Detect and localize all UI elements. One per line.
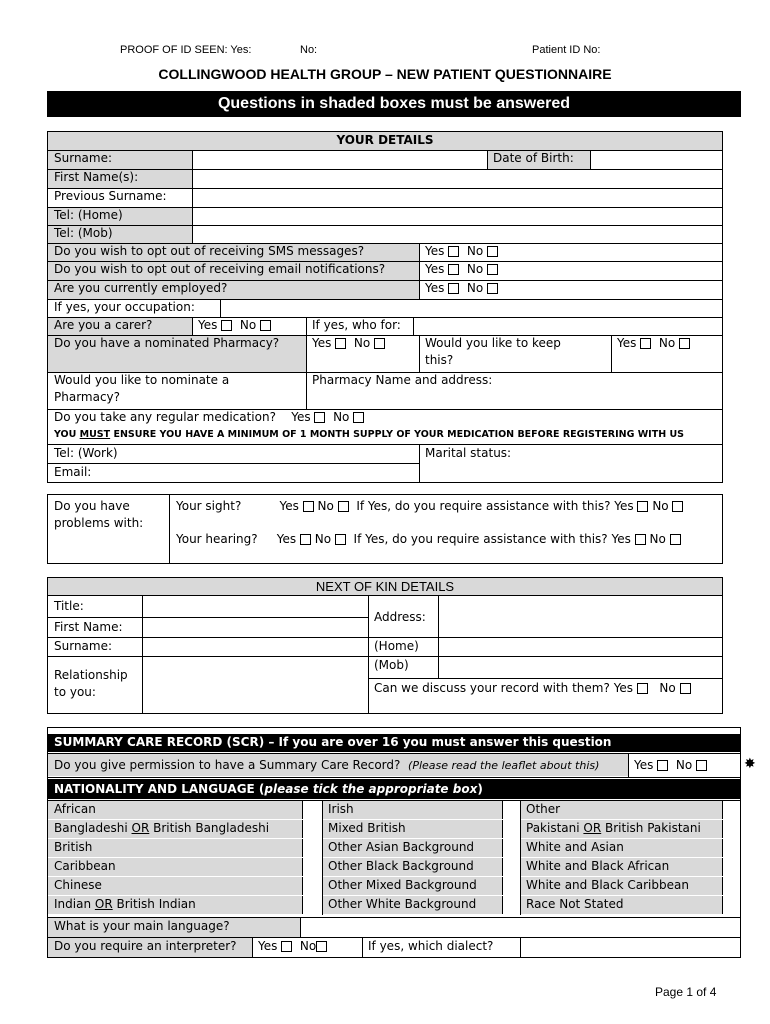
dob-field[interactable] [590,150,722,169]
sight-yes-checkbox[interactable] [303,501,314,512]
employed-label: Are you currently employed? [48,280,419,299]
kin-home-label: (Home) [374,639,419,653]
sight-no-checkbox[interactable] [338,501,349,512]
sms-no-checkbox[interactable] [487,246,498,257]
previous-surname-field[interactable] [192,188,722,207]
kin-address-label: Address: [374,610,426,624]
marital-status-label[interactable]: Marital status: [425,446,512,460]
ethnicity-option-label: Other Black Background [322,858,502,876]
scr-heading: SUMMARY CARE RECORD (SCR) – If you are over 16 you must answer this question [48,734,740,752]
yes-label: Yes [634,758,654,772]
supply-warning: YOU MUST ENSURE YOU HAVE A MINIMUM OF 1 MONTH SUPPLY OF YOUR MEDICATION BEFORE REGISTERING WITH US [54,429,685,440]
interpreter-choice [252,938,362,957]
yes-label: Yes [258,939,278,953]
kin-discuss-no-checkbox[interactable] [680,683,691,694]
hearing-no-checkbox[interactable] [335,534,346,545]
ethnicity-option-label: Other Asian Background [322,839,502,857]
yes-label: Yes [425,262,445,276]
hearing-yes-checkbox[interactable] [300,534,311,545]
yes-label: Yes [617,336,637,350]
sight-label: Your sight? [176,499,242,513]
no-label: No [317,499,334,513]
ethnicity-option-label: Bangladeshi OR British Bangladeshi [48,820,302,838]
email-optout-label: Do you wish to opt out of receiving email notifications? [48,261,419,280]
no-label: No [659,681,676,695]
sms-yes-checkbox[interactable] [448,246,459,257]
assist-label: If Yes, do you require assistance with this? [353,532,608,546]
kin-mob-field[interactable] [438,657,722,678]
yes-label: Yes [611,532,631,546]
ethnicity-option-label: Race Not Stated [520,896,722,914]
page-number: Page 1 of 4 [655,985,717,999]
kin-first-name-field[interactable] [142,618,368,637]
no-label: No [466,262,484,276]
email-optout-choice [419,261,722,280]
problems-label: Do you have problems with: [54,499,144,530]
kin-discuss-label: Can we discuss your record with them? [374,681,610,695]
email-optout-no-checkbox[interactable] [487,264,498,275]
sms-optout-label: Do you wish to opt out of receiving SMS messages? [48,243,419,261]
kin-relationship-field[interactable] [142,657,368,713]
kin-mob-label: (Mob) [374,658,409,672]
ethnicity-checkbox[interactable] [722,801,740,819]
medication-no-checkbox[interactable] [353,412,364,423]
proof-id-no-label: No: [300,44,318,56]
first-names-label: First Name(s): [48,169,192,188]
kin-first-name-label: First Name: [54,620,123,634]
employed-no-checkbox[interactable] [487,283,498,294]
form-title: COLLINGWOOD HEALTH GROUP – NEW PATIENT QUESTIONNAIRE [158,66,612,82]
ethnicity-checkbox[interactable] [722,839,740,857]
main-language-field[interactable] [300,918,740,937]
sight-row [170,498,722,532]
ethnicity-option-label: Pakistani OR British Pakistani [520,820,722,838]
ethnicity-checkbox[interactable] [502,877,520,895]
ethnicity-option-label: Other Mixed Background [322,877,502,895]
scr-note: (Please read the leaflet about this) [408,759,600,772]
proof-id-label: PROOF OF ID SEEN: Yes: [120,44,252,56]
no-label: No [658,336,676,350]
interpreter-yes-checkbox[interactable] [281,941,292,952]
tel-home-field[interactable] [192,207,722,225]
scr-question-label: Do you give permission to have a Summary Care Record? [54,758,401,772]
scr-question-row [48,754,628,776]
keep-pharmacy-choice [611,335,722,372]
medication-row [48,409,722,428]
ethnicity-option-label: African [48,801,302,819]
ethnicity-checkbox[interactable] [302,896,322,914]
kin-surname-field[interactable] [142,638,368,656]
keep-yes-checkbox[interactable] [640,338,651,349]
hearing-row [170,531,722,565]
pharmacy-no-checkbox[interactable] [374,338,385,349]
next-of-kin-heading: NEXT OF KIN DETAILS [48,578,722,595]
keep-pharmacy-label: Would you like to keep this? [425,336,561,367]
dialect-field[interactable] [520,938,740,957]
ethnicity-option-label: Caribbean [48,858,302,876]
ethnicity-option-label: White and Black Caribbean [520,877,722,895]
kin-title-field[interactable] [142,596,368,617]
yes-label: Yes [198,318,218,332]
no-label: No [299,939,317,953]
email-optout-yes-checkbox[interactable] [448,264,459,275]
ethnicity-checkbox[interactable] [502,839,520,857]
yes-label: Yes [425,281,445,295]
keep-no-checkbox[interactable] [679,338,690,349]
ethnicity-checkbox[interactable] [722,877,740,895]
ethnicity-checkbox[interactable] [502,820,520,838]
ethnicity-option-label: British [48,839,302,857]
scr-yes-checkbox[interactable] [657,760,668,771]
ethnicity-option-label: Chinese [48,877,302,895]
scr-choice [628,754,740,776]
tel-mob-field[interactable] [192,225,722,243]
pharmacy-choice [306,335,419,372]
tel-home-label: Tel: (Home) [48,207,192,225]
carer-who-label: If yes, who for: [312,318,401,332]
ethnicity-option-label: White and Asian [520,839,722,857]
hearing-assist-yes-checkbox[interactable] [635,534,646,545]
ethnicity-checkbox[interactable] [502,896,520,914]
no-label: No [239,318,257,332]
yes-label: Yes [276,532,297,546]
ethnicity-checkbox[interactable] [302,858,322,876]
yes-label: Yes [425,244,445,258]
yes-label: Yes [312,336,332,350]
ethnicity-checkbox[interactable] [302,877,322,895]
email-label: Email: [54,465,92,479]
employed-choice [419,280,722,299]
ethnicity-checkbox[interactable] [302,839,322,857]
sight-assist-no-checkbox[interactable] [672,501,683,512]
kin-address-field[interactable] [438,596,722,638]
medication-yes-checkbox[interactable] [314,412,325,423]
occupation-field[interactable] [220,299,722,317]
your-details-heading: YOUR DETAILS [48,132,722,150]
kin-discuss-row [368,680,722,714]
carer-choice [192,317,306,335]
carer-no-checkbox[interactable] [260,320,271,331]
sms-optout-choice [419,243,722,261]
assist-label: If Yes, do you require assistance with this? [356,499,611,513]
ethnicity-option-label: Indian OR British Indian [48,896,302,914]
asterisk-icon: ✸ [744,756,756,772]
employed-yes-checkbox[interactable] [448,283,459,294]
yes-label: Yes [279,499,299,513]
nominate-pharmacy-label: Would you like to nominate a Pharmacy? [54,373,230,404]
ethnicity-option-label: Other [520,801,722,819]
kin-title-label: Title: [54,599,84,613]
main-language-label: What is your main language? [48,918,300,937]
ethnicity-checkbox[interactable] [722,896,740,914]
ethnicity-checkbox[interactable] [502,801,520,819]
surname-field[interactable] [192,150,487,169]
ethnicity-option-label: Irish [322,801,502,819]
previous-surname-label: Previous Surname: [54,189,167,203]
ethnicity-checkbox[interactable] [302,801,322,819]
no-label: No [652,499,669,513]
dialect-label: If yes, which dialect? [368,939,494,953]
yes-label: Yes [291,410,311,424]
ethnicity-checkbox[interactable] [722,820,740,838]
ethnicity-option-label: Other White Background [322,896,502,914]
interpreter-no-checkbox[interactable] [316,941,327,952]
instruction-banner: Questions in shaded boxes must be answered [47,91,741,117]
carer-yes-checkbox[interactable] [221,320,232,331]
carer-label: Are you a carer? [48,317,192,335]
no-label: No [649,532,666,546]
kin-surname-label: Surname: [54,639,113,653]
carer-who-field[interactable] [413,317,722,335]
medication-label: Do you take any regular medication? [54,410,276,424]
kin-relationship-label: Relationship to you: [54,668,128,699]
no-label: No [353,336,371,350]
no-label: No [333,410,350,424]
nationality-heading-close: ) [477,782,483,796]
pharmacy-label: Do you have a nominated Pharmacy? [48,335,306,372]
ethnicity-checkbox[interactable] [722,858,740,876]
ethnicity-option-label: White and Black African [520,858,722,876]
tel-work-label: Tel: (Work) [54,446,118,460]
patient-id-label: Patient ID No: [532,44,601,56]
yes-label: Yes [614,499,634,513]
interpreter-label: Do you require an interpreter? [48,938,252,957]
yes-label: Yes [613,681,634,695]
kin-home-field[interactable] [438,638,722,656]
no-label: No [314,532,332,546]
hearing-assist-no-checkbox[interactable] [670,534,681,545]
no-label: No [466,244,484,258]
dob-label: Date of Birth: [487,150,590,169]
scr-no-checkbox[interactable] [696,760,707,771]
nationality-heading-text: NATIONALITY AND LANGUAGE ( [54,782,265,796]
first-names-field[interactable] [192,169,722,188]
kin-discuss-yes-checkbox[interactable] [637,683,648,694]
sight-assist-yes-checkbox[interactable] [637,501,648,512]
occupation-label: If yes, your occupation: [54,300,195,314]
ethnicity-checkbox[interactable] [502,858,520,876]
no-label: No [675,758,693,772]
tel-mob-label: Tel: (Mob) [48,225,192,243]
surname-label: Surname: [48,150,192,169]
pharmacy-yes-checkbox[interactable] [335,338,346,349]
hearing-label: Your hearing? [176,532,258,546]
nationality-heading-instruction: please tick the appropriate box [264,782,478,796]
no-label: No [466,281,484,295]
ethnicity-option-label: Mixed British [322,820,502,838]
pharmacy-address-label[interactable]: Pharmacy Name and address: [312,373,493,387]
nationality-heading [48,779,740,799]
ethnicity-checkbox[interactable] [302,820,322,838]
